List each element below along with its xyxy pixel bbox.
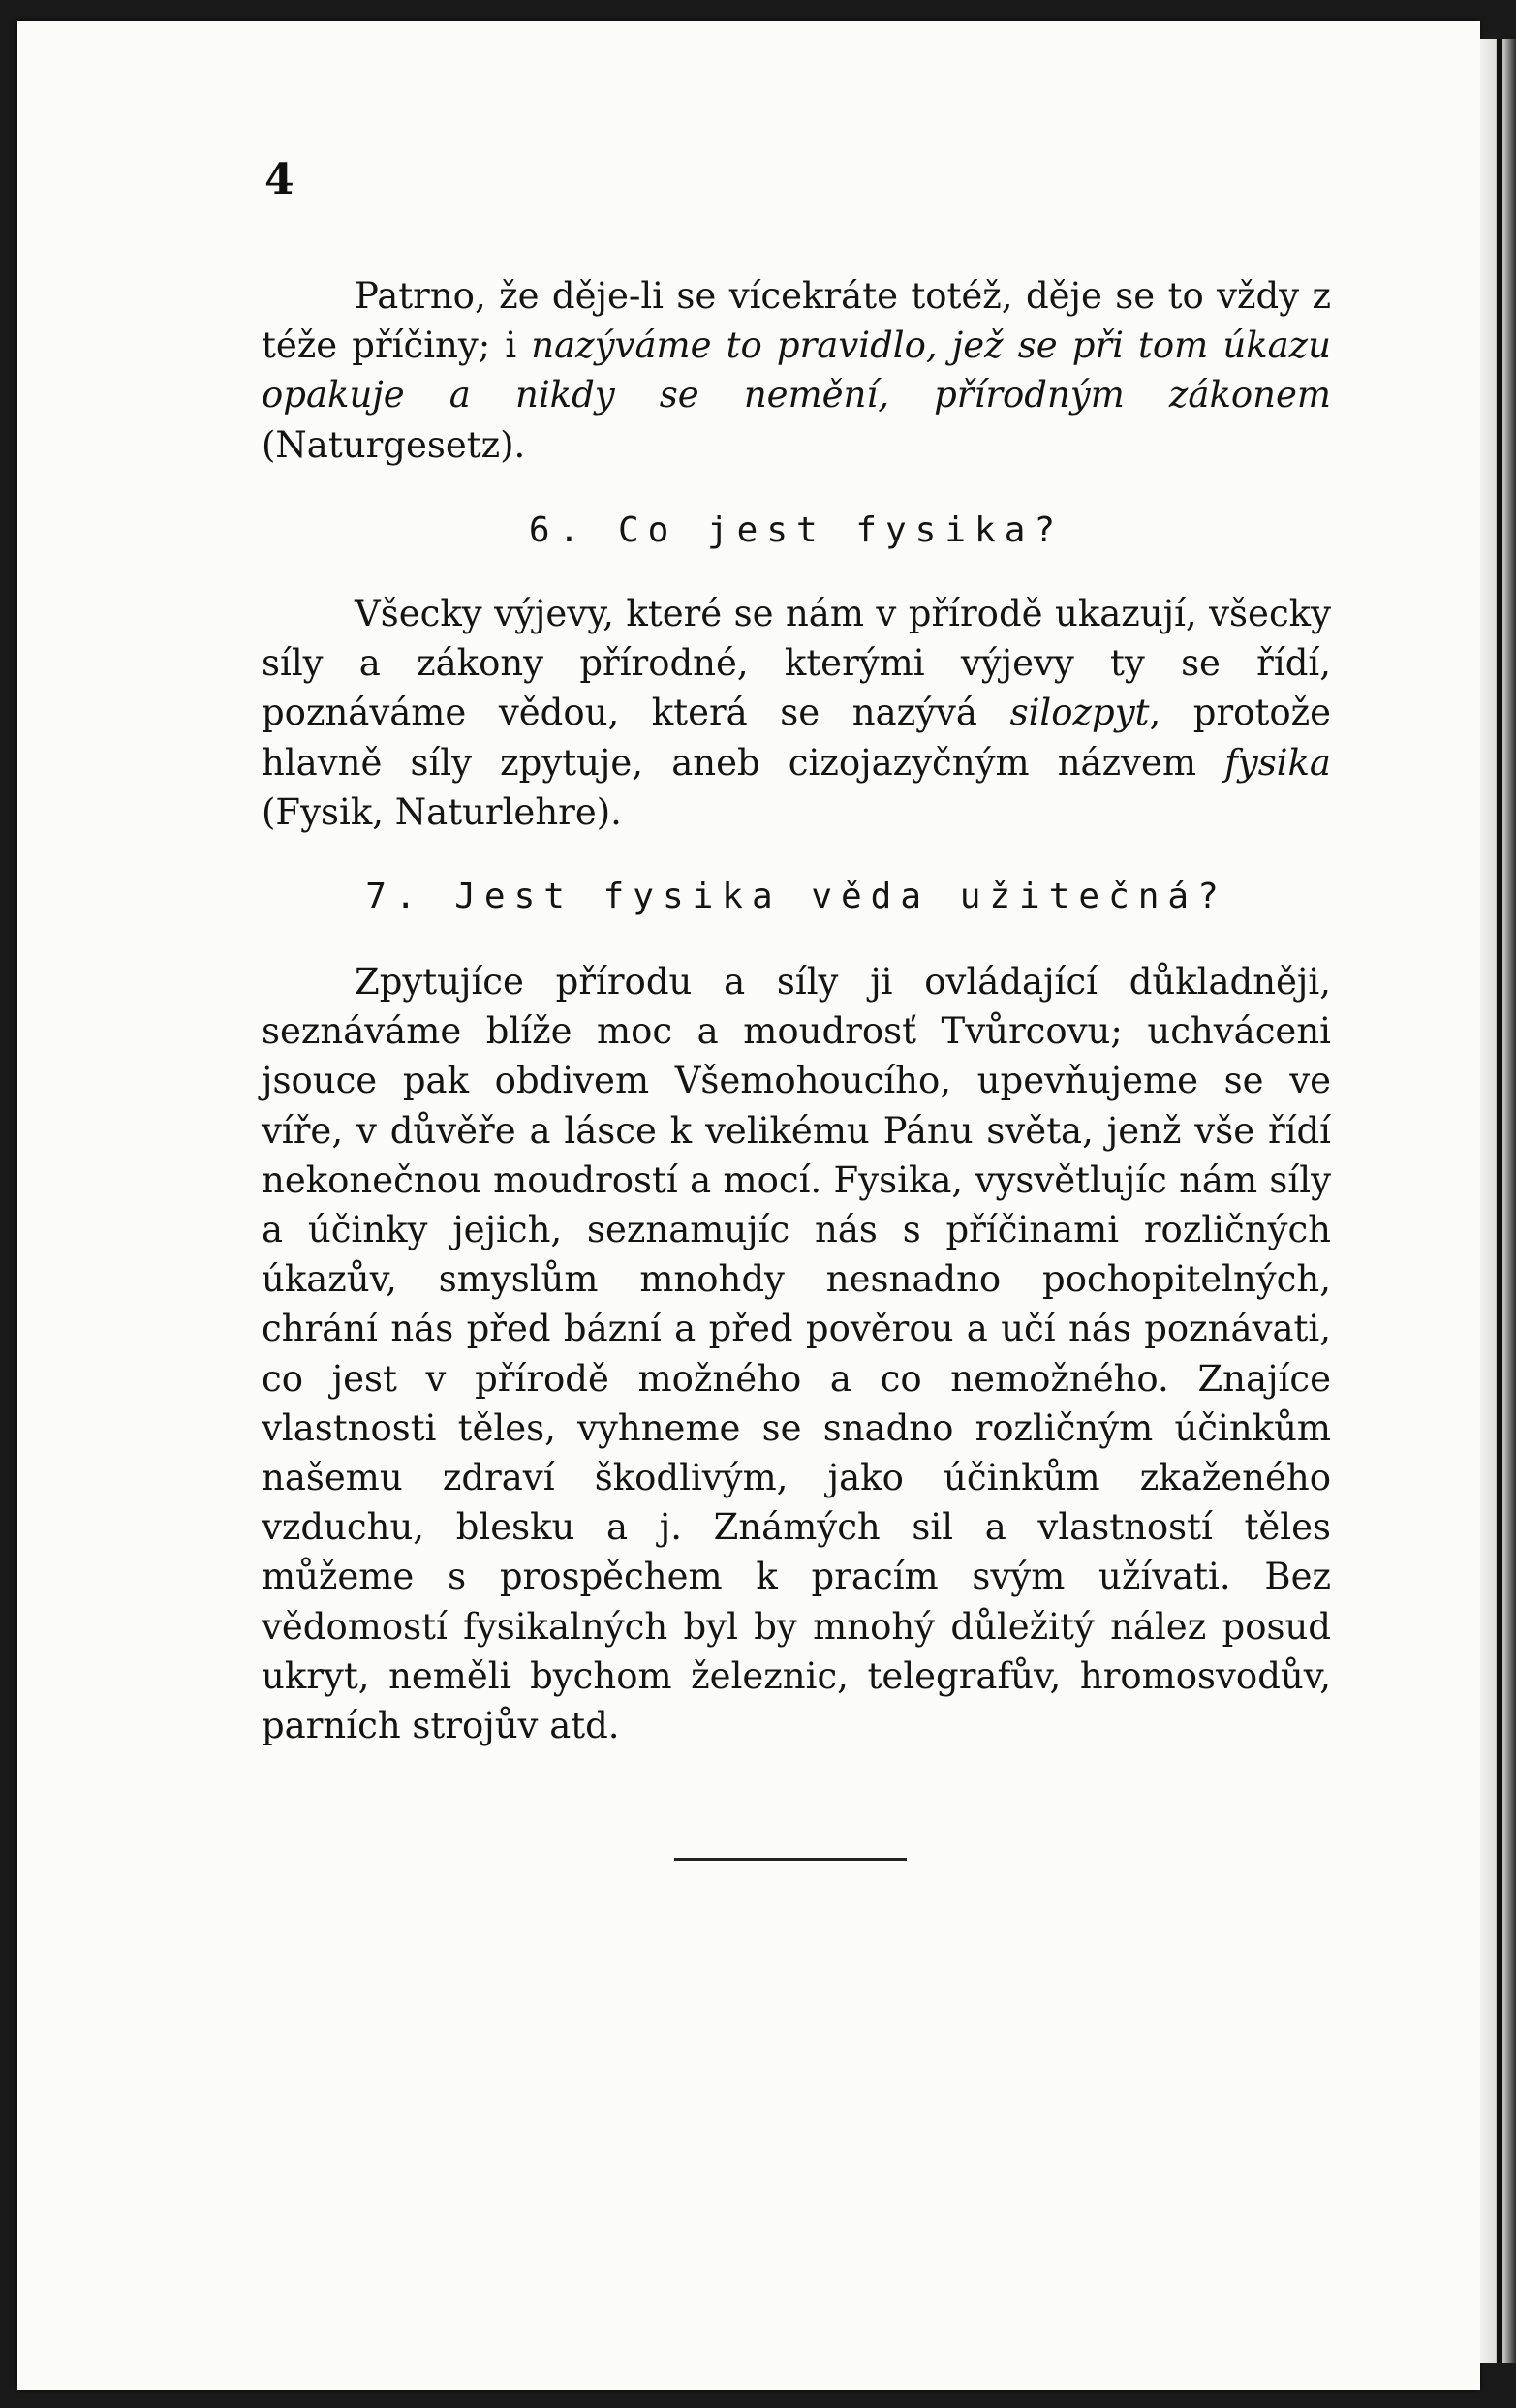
paragraph-natural-law-lead: Patrno, že děje-li se vícekráte totéž, děje se to vždy z téže příčiny; i bbox=[262, 275, 1331, 367]
page-number: 4 bbox=[264, 155, 294, 204]
paragraph-physics-tail: (Fysik, Naturlehre). bbox=[262, 790, 622, 833]
paragraph-what-is-physics bbox=[262, 589, 1331, 837]
paragraph-natural-law bbox=[262, 271, 1331, 470]
end-rule-divider bbox=[674, 1858, 907, 1861]
paragraph-physics-lead: Všecky výjevy, které se nám v přírodě ukazují, všecky síly a zákony přírodné, kterými výjevy ty se řídí, poznáváme vědou, která se nazývá bbox=[262, 593, 1331, 734]
term-silozpyt: silozpyt bbox=[1009, 692, 1150, 734]
paragraph-usefulness: Zpytujíce přírodu a síly ji ovládající důkladněji, seznáváme blíže moc a moudrosť Tvůrcovu; uchváceni jsouce pak obdivem Všemohoucího, upevňujeme se ve víře, v důvěře a lásce k velikému Pánu světa, jenž vše řídí nekonečnou moudrostí a mocí. Fysika, vysvětlujíc nám síly a účinky jejich, seznamujíc nás s příčinami rozličných úkazův, smyslům mnohdy nesnadno pochopitelných, chrání nás před bázní a před pověrou a učí nás poznávati, co jest v přírodě možného a co nemožného. Znajíce vlastnosti těles, vyhneme se snadno rozličným účinkům našemu zdraví škodlivým, jako účinkům zkaženého vzduchu, blesku a j. Známých sil a vlastností těles můžeme s prospěchem k pracím svým užívati. Bez vědomostí fysikalných byl by mnohý důležitý nález posud ukryt, neměli bychom železnic, telegrafův, hromosvodův, parních strojův atd. bbox=[262, 961, 1331, 1747]
paragraph-physics-middle: , protože hlavně síly zpytuje, aneb cizojazyčným názvem bbox=[262, 692, 1331, 784]
paragraph-natural-law-italic: nazýváme to pravidlo, jež se při tom úkazu opakuje a nikdy se nemění, přírodným zákonem bbox=[262, 324, 1331, 417]
term-fysika: fysika bbox=[1224, 741, 1331, 784]
section-heading-7: 7. Jest fysika věda užitečná? bbox=[365, 877, 1227, 916]
paragraph-natural-law-tail: (Naturgesetz). bbox=[262, 423, 526, 466]
book-spine-edge bbox=[1480, 39, 1516, 2363]
section-heading-6: 6. Co jest fysika? bbox=[528, 510, 1065, 550]
